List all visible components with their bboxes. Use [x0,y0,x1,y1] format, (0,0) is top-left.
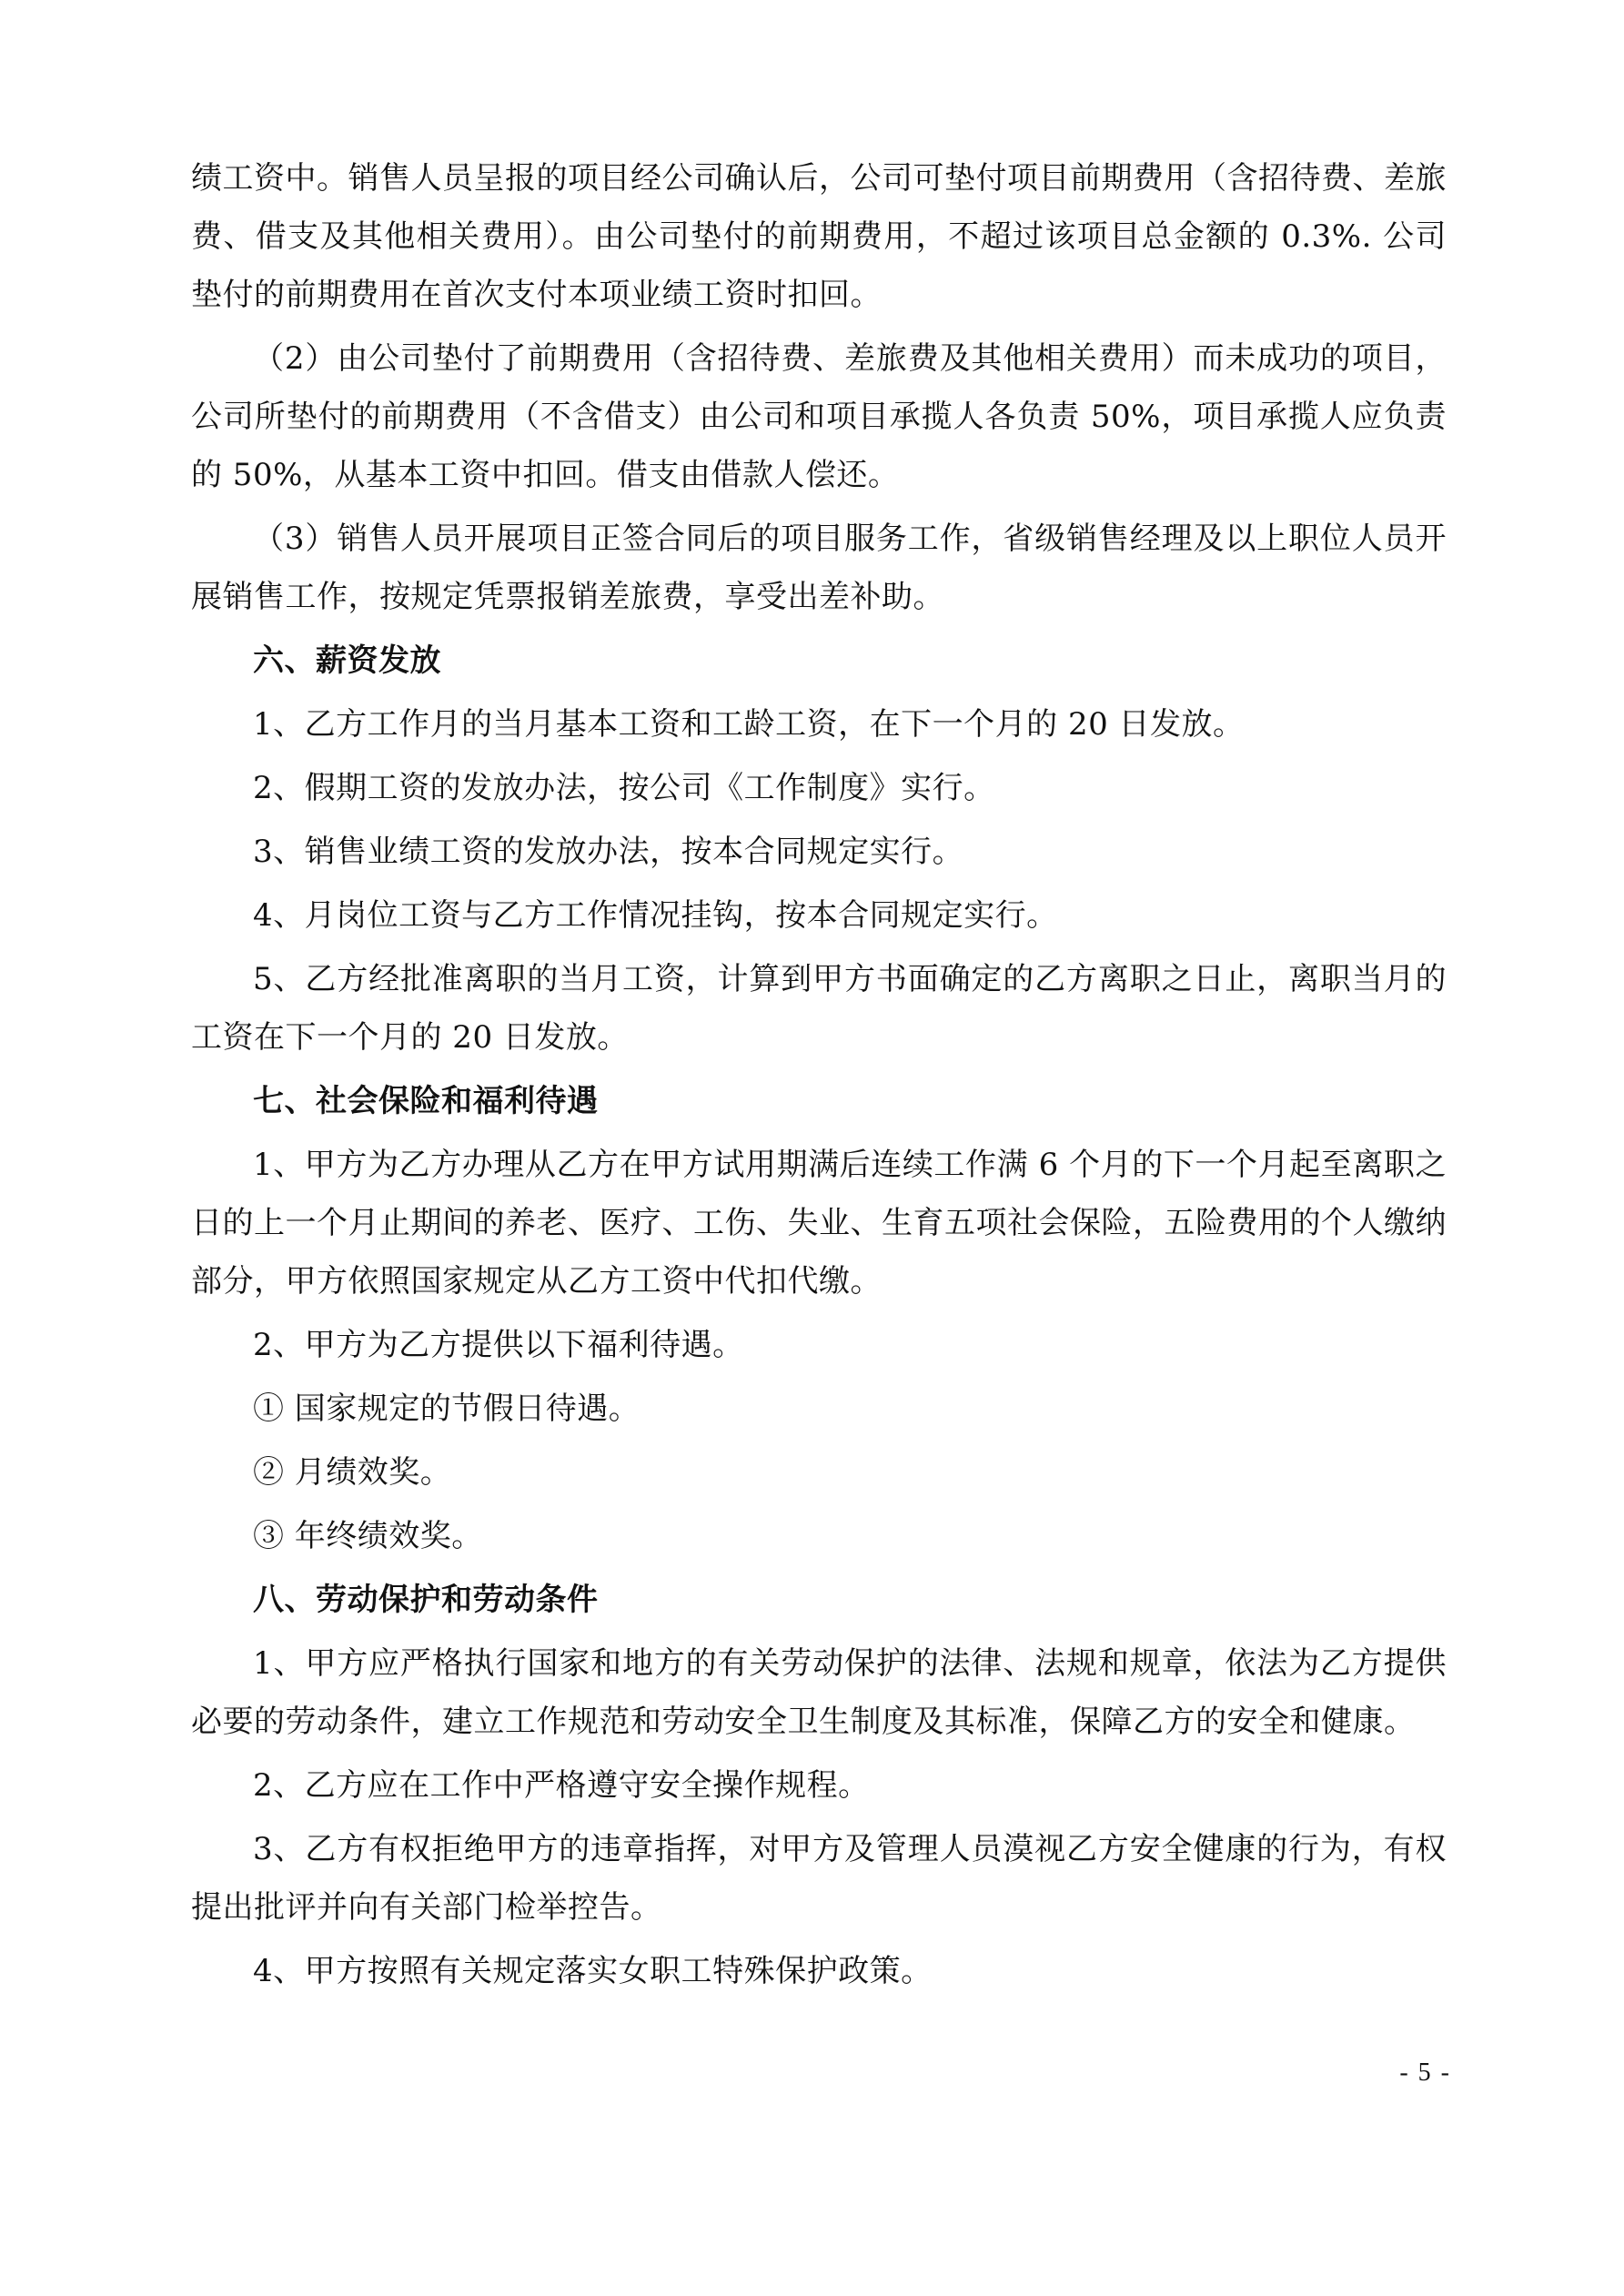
list-item-annual-bonus: ③ 年终绩效奖。 [253,1518,483,1554]
paragraph-insurance-1: 1、甲方为乙方办理从乙方在甲方试用期满后连续工作满 6 个月的下一个月起至离职之日的上一个月止期间的养老、医疗、工伤、失业、生育五项社会保险，五险费用的个人缴纳部分，甲方依照国家规定从乙方工资中代扣代缴。 [191,1147,1447,1300]
paragraph-insurance-2: 2、甲方为乙方提供以下福利待遇。 [253,1327,744,1363]
paragraph-item-2: （2）由公司垫付了前期费用（含招待费、差旅费及其他相关费用）而未成功的项目，公司所垫付的前期费用（不含借支）由公司和项目承揽人各负责 50%，项目承揽人应负责的 50%，从基本工资中扣回。借支由借款人偿还。 [191,340,1447,493]
paragraph-continued: 绩工资中。销售人员呈报的项目经公司确认后，公司可垫付项目前期费用（含招待费、差旅费、借支及其他相关费用）。由公司垫付的前期费用，不超过该项目总金额的 0.3%. 公司垫付的前期费用在首次支付本项业绩工资时扣回。 [191,160,1447,313]
section-heading-salary-payment: 六、薪资发放 [253,642,441,679]
page-number: - 5 - [1399,2058,1451,2087]
section-heading-insurance-welfare: 七、社会保险和福利待遇 [253,1083,599,1119]
section-heading-labor-protection: 八、劳动保护和劳动条件 [253,1582,599,1618]
paragraph-salary-2: 2、假期工资的发放办法，按公司《工作制度》实行。 [253,770,995,806]
list-item-holiday: ① 国家规定的节假日待遇。 [253,1391,641,1427]
paragraph-salary-4: 4、月岗位工资与乙方工作情况挂钩，按本合同规定实行。 [253,897,1058,934]
list-item-monthly-bonus: ② 月绩效奖。 [253,1454,452,1491]
paragraph-salary-1: 1、乙方工作月的当月基本工资和工龄工资，在下一个月的 20 日发放。 [253,706,1245,743]
document-body [191,149,1447,2006]
paragraph-protection-1: 1、甲方应严格执行国家和地方的有关劳动保护的法律、法规和规章，依法为乙方提供必要的劳动条件，建立工作规范和劳动安全卫生制度及其标准，保障乙方的安全和健康。 [191,1645,1447,1740]
paragraph-salary-5: 5、乙方经批准离职的当月工资，计算到甲方书面确定的乙方离职之日止，离职当月的工资在下一个月的 20 日发放。 [191,961,1447,1056]
paragraph-protection-2: 2、乙方应在工作中严格遵守安全操作规程。 [253,1767,870,1804]
paragraph-protection-3: 3、乙方有权拒绝甲方的违章指挥，对甲方及管理人员漠视乙方安全健康的行为，有权提出批评并向有关部门检举控告。 [191,1831,1447,1926]
paragraph-item-3: （3）销售人员开展项目正签合同后的项目服务工作，省级销售经理及以上职位人员开展销售工作，按规定凭票报销差旅费，享受出差补助。 [191,521,1447,615]
paragraph-protection-4: 4、甲方按照有关规定落实女职工特殊保护政策。 [253,1953,933,1989]
paragraph-salary-3: 3、销售业绩工资的发放办法，按本合同规定实行。 [253,834,964,870]
